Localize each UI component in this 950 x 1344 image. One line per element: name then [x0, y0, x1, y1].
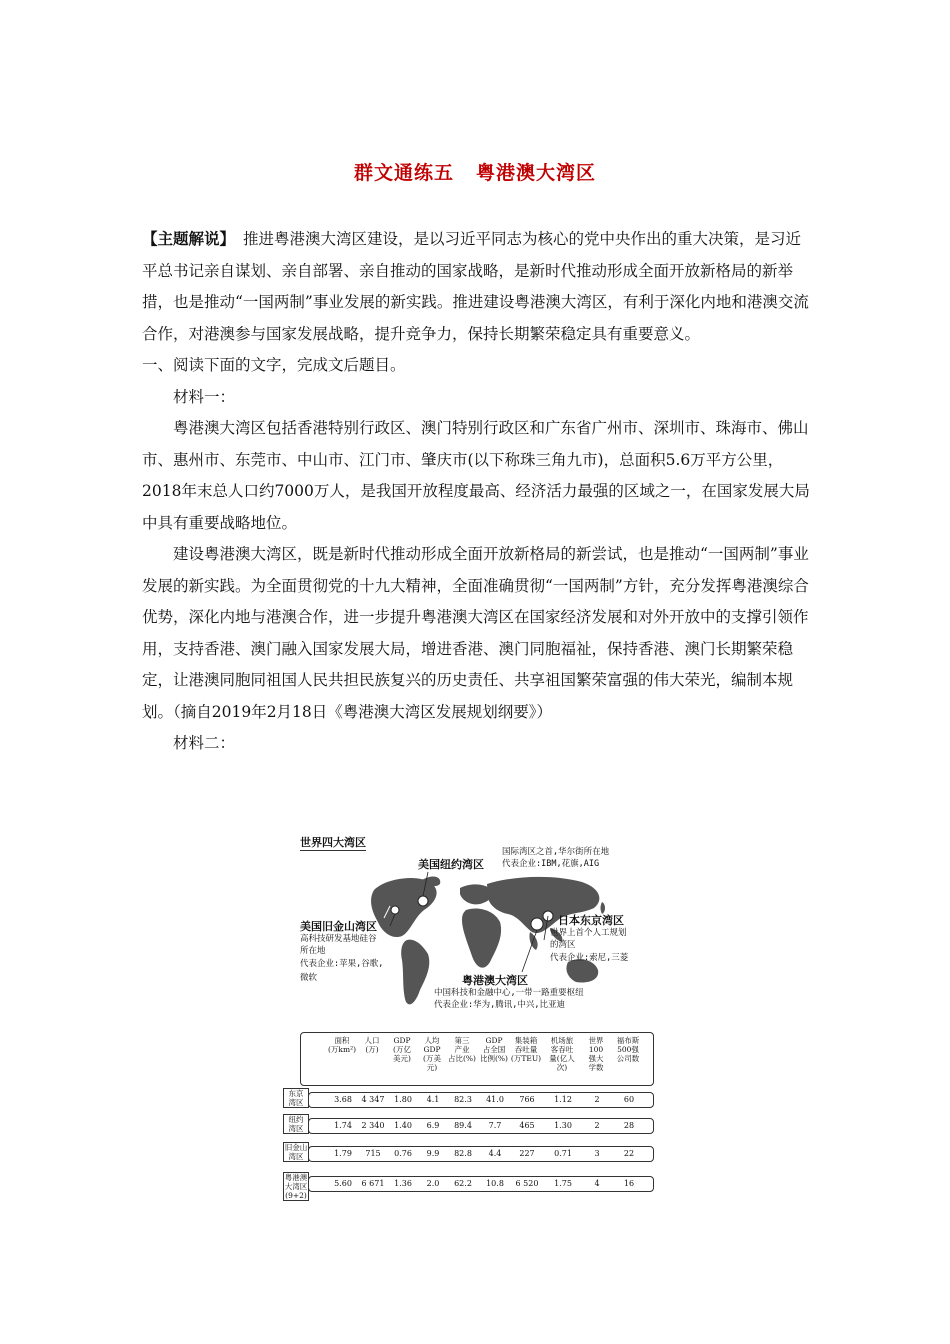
table-cell: 41.0 [486, 1095, 504, 1104]
table-cell: 82.3 [454, 1095, 472, 1104]
table-cell: 6.9 [426, 1121, 440, 1130]
table-cell: 4.1 [426, 1095, 440, 1104]
gba-bay-desc-1: 中国科技和金融中心,一带一路重要枢纽 [434, 988, 584, 998]
sf-bay-desc-4: 微软 [300, 973, 318, 983]
table-cell: 7.7 [488, 1121, 502, 1130]
table-cell: 6 671 [361, 1179, 385, 1188]
table-cell: 1.75 [554, 1179, 572, 1188]
table-cell: 9.9 [426, 1149, 440, 1158]
table-row-label: 旧金山 湾区 [284, 1143, 308, 1161]
table-cell: 1.80 [394, 1095, 412, 1104]
page-title [0, 158, 950, 185]
table-header-cell: 人口 (万) [364, 1036, 380, 1054]
sf-bay-desc-1: 高科技研发基地硅谷 [300, 934, 377, 944]
gba-bay-desc-2: 代表企业:华为,腾讯,中兴,比亚迪 [434, 1000, 565, 1010]
question-heading: 一、阅读下面的文字，完成文后题目。 [142, 356, 406, 374]
table-cell: 1.74 [334, 1121, 352, 1130]
table-cell: 1.40 [394, 1121, 412, 1130]
intro-text: 推进粤港澳大湾区建设，是以习近平同志为核心的党中央作出的重大决策，是习近平总书记亲自谋划、亲自部署、亲自推动的国家战略，是新时代推动形成全面开放新格局的新举措，也是推动“一国两制”事业发展的新实践。推进建设粤港澳大湾区，有利于深化内地和港澳交流合作，对港澳参与国家发展战略，提升竞争力，保持长期繁荣稳定具有重要意义。 [142, 230, 809, 343]
title-left: 群文通练五 [353, 162, 454, 184]
ny-bay-desc-2: 代表企业:IBM,花旗,AIG [502, 859, 600, 869]
table-cell: 28 [623, 1121, 635, 1130]
table-cell: 3 [594, 1149, 600, 1158]
material2-label: 材料二： [173, 734, 236, 752]
gba-bay-name: 粤港澳大湾区 [462, 974, 528, 987]
table-header-cell: 集装箱 吞吐量 (万TEU) [510, 1036, 542, 1063]
table-cell: 0.71 [554, 1149, 572, 1158]
sf-bay-desc-3: 代表企业:苹果,谷歌, [300, 959, 384, 969]
tokyo-bay-name: 日本东京湾区 [558, 914, 624, 927]
table-cell: 16 [623, 1179, 635, 1188]
table-cell: 3.68 [334, 1095, 352, 1104]
sf-bay-desc-2: 所在地 [300, 946, 326, 956]
table-header-cell: GDP (万亿 美元) [393, 1036, 411, 1063]
table-cell: 10.8 [486, 1179, 504, 1188]
table-header-cell: 机场旅 客吞吐 量(亿人 次) [549, 1036, 575, 1072]
table-cell: 0.76 [394, 1149, 412, 1158]
tokyo-bay-desc-2: 的湾区 [550, 940, 576, 950]
table-cell: 2 340 [361, 1121, 385, 1130]
ny-bay-name: 美国纽约湾区 [418, 858, 484, 871]
ny-marker [418, 896, 428, 906]
table-cell: 465 [519, 1121, 535, 1130]
intro-label: 【主题解说】 [142, 230, 236, 248]
intro-block [142, 224, 814, 760]
table-header-cell: GDP 占全国 比例(%) [480, 1036, 508, 1063]
table-cell: 715 [365, 1149, 381, 1158]
table-header-cell: 福布斯 500强 公司数 [616, 1036, 640, 1063]
table-cell: 5.60 [334, 1179, 352, 1188]
table-cell: 4.4 [488, 1149, 502, 1158]
table-cell: 1.79 [334, 1149, 352, 1158]
table-cell: 62.2 [454, 1179, 472, 1188]
table-cell: 1.36 [394, 1179, 412, 1188]
map-title: 世界四大湾区 [300, 836, 366, 849]
table-cell: 1.12 [554, 1095, 572, 1104]
table-cell: 227 [519, 1149, 535, 1158]
bay-area-figure [282, 832, 662, 1212]
material1-paragraph-2: 建设粤港澳大湾区，既是新时代推动形成全面开放新格局的新尝试，也是推动“一国两制”事业发展的新实践。为全面贯彻党的十九大精神，全面准确贯彻“一国两制”方针，充分发挥粤港澳综合优势，深化内地与港澳合作，进一步提升粤港澳大湾区在国家经济发展和对外开放中的支撑引领作用，支持香港、澳门融入国家发展大局，增进香港、澳门同胞福祉，保持香港、澳门长期繁荣稳定，让港澳同胞同祖国人民共担民族复兴的历史责任、共享祖国繁荣富强的伟大荣光，编制本规划。（摘自2019年2月18日《粤港澳大湾区发展规划纲要》） [142, 545, 809, 721]
table-row-label: 粤港澳 大湾区 (9+2) [284, 1173, 308, 1200]
table-cell: 89.4 [454, 1121, 472, 1130]
table-header-cell: 世界 100 强大 学数 [588, 1036, 604, 1072]
table-header-cell: 面积 (万km²) [327, 1036, 356, 1054]
gba-marker [531, 918, 543, 930]
table-cell: 6 520 [515, 1179, 539, 1188]
table-cell: 4 347 [361, 1095, 385, 1104]
table-cell: 1.30 [554, 1121, 572, 1130]
tokyo-bay-desc-3: 代表企业:索尼,三菱 [550, 953, 629, 963]
table-row-label: 纽约 湾区 [283, 1114, 309, 1134]
sf-bay-name: 美国旧金山湾区 [300, 920, 377, 933]
table-cell: 82.8 [454, 1149, 472, 1158]
table-cell: 4 [594, 1179, 600, 1188]
table-header-cell: 人均 GDP (万美 元) [423, 1036, 441, 1072]
sf-marker [391, 906, 399, 914]
tokyo-bay-desc-1: 世界上首个人工规划 [550, 928, 627, 938]
material1-label: 材料一： [173, 387, 236, 406]
table-cell: 766 [519, 1095, 535, 1104]
table-cell: 60 [623, 1095, 635, 1104]
ny-bay-desc-1: 国际湾区之首,华尔街所在地 [502, 847, 610, 857]
table-cell: 2 [594, 1121, 600, 1130]
table-cell: 2.0 [426, 1179, 440, 1188]
title-right: 粤港澳大湾区 [476, 162, 597, 184]
table-cell: 22 [623, 1149, 635, 1158]
table-cell: 2 [594, 1095, 600, 1104]
intro-paragraph [142, 224, 814, 350]
table-header-cell: 第三 产业 占比(%) [448, 1036, 476, 1063]
material1-paragraph-1: 粤港澳大湾区包括香港特别行政区、澳门特别行政区和广东省广州市、深圳市、珠海市、佛山市、惠州市、东莞市、中山市、江门市、肇庆市(以下称珠三角九市)，总面积5.6万平方公里，2018年末总人口约7000万人，是我国开放程度最高、经济活力最强的区域之一，在国家发展大局中具有重要战略地位。 [142, 419, 810, 532]
table-row-label: 东京 湾区 [283, 1088, 309, 1108]
